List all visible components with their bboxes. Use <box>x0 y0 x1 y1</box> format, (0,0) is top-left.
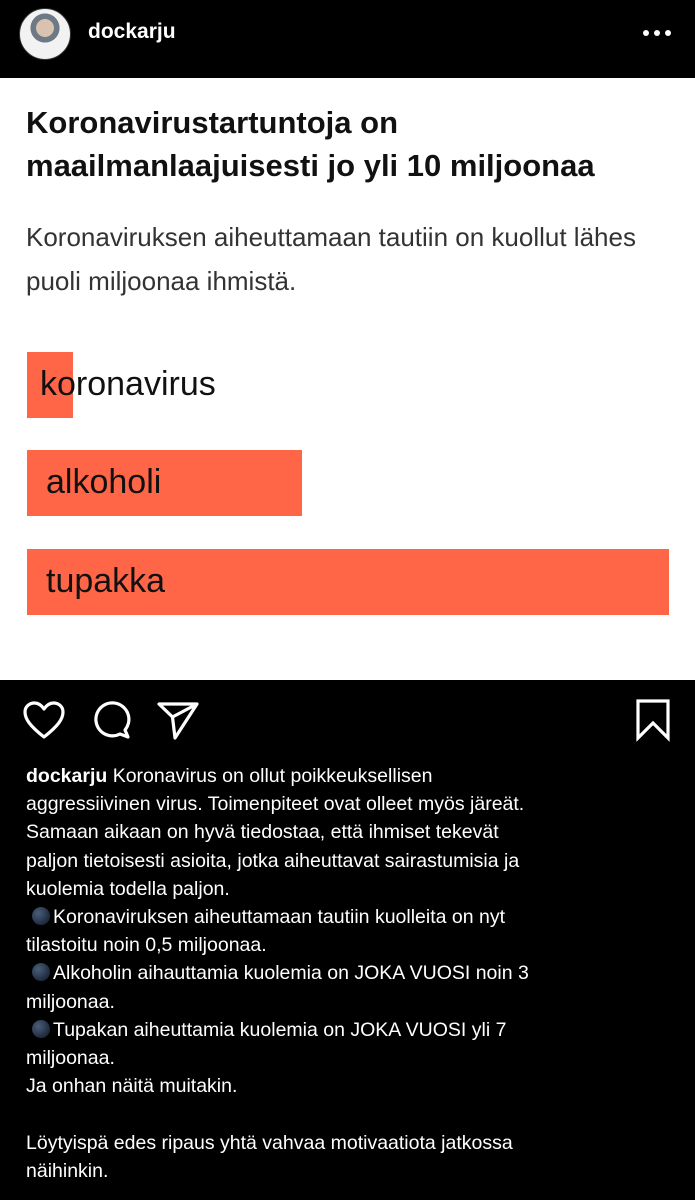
bookmark-icon[interactable] <box>634 698 672 742</box>
more-dots-icon[interactable] <box>641 28 673 38</box>
post-image[interactable] <box>0 78 695 680</box>
globe-emoji-icon <box>32 1020 50 1038</box>
caption-author[interactable]: dockarju <box>26 765 108 787</box>
globe-emoji-icon <box>32 907 50 925</box>
bar-row-tupakka <box>0 549 695 615</box>
post-subtitle: Koronaviruksen aiheuttamaan tautiin on kuollut lähes puoli miljoonaa ihmistä. <box>26 222 636 296</box>
bar-label-alkoholi: alkoholi <box>46 463 162 501</box>
globe-emoji-icon <box>32 963 50 981</box>
caption <box>26 762 676 1185</box>
caption-line: Samaan aikaan on hyvä tiedostaa, että ihmiset tekevät <box>26 821 499 844</box>
bar-row-alkoholi <box>0 450 695 516</box>
caption-line: näihinkin. <box>26 1159 109 1182</box>
caption-blank-line <box>26 1100 676 1128</box>
caption-line: Löytyispä edes ripaus yhtä vahvaa motivaatiota jatkossa <box>26 1131 513 1154</box>
caption-line: miljoonaa. <box>26 990 115 1013</box>
caption-line: miljoonaa. <box>26 1047 115 1070</box>
share-icon[interactable] <box>156 699 200 741</box>
caption-line: Ja onhan näitä muitakin. <box>26 1075 238 1098</box>
bar-row-koronavirus <box>0 352 695 418</box>
username[interactable]: dockarju <box>88 20 176 43</box>
caption-line: aggressiivinen virus. Toimenpiteet ovat olleet myös järeät. <box>26 793 525 816</box>
post-header <box>0 0 695 78</box>
caption-line: paljon tietoisesti asioita, jotka aiheuttavat sairastumisia ja <box>26 849 520 872</box>
caption-line: Koronaviruksen aiheuttamaan tautiin kuolleita on nyt <box>26 903 676 931</box>
caption-line: dockarju Koronavirus on ollut poikkeuksellisen <box>26 765 433 787</box>
post-title: Koronavirustartuntoja on maailmanlaajuisesti jo yli 10 miljoonaa <box>26 105 595 183</box>
caption-line: kuolemia todella paljon. <box>26 877 230 900</box>
heart-icon[interactable] <box>22 700 66 740</box>
caption-line: tilastoitu noin 0,5 miljoonaa. <box>26 934 267 957</box>
bar-label-tupakka: tupakka <box>46 562 166 600</box>
caption-line: Alkoholin aihauttamia kuolemia on JOKA VUOSI noin 3 <box>26 959 676 987</box>
bar-label-koronavirus: koronavirus <box>40 365 216 403</box>
avatar[interactable] <box>19 8 71 60</box>
action-bar <box>0 680 695 760</box>
comment-icon[interactable] <box>90 699 132 741</box>
caption-line: Tupakan aiheuttamia kuolemia on JOKA VUOSI yli 7 <box>26 1016 676 1044</box>
